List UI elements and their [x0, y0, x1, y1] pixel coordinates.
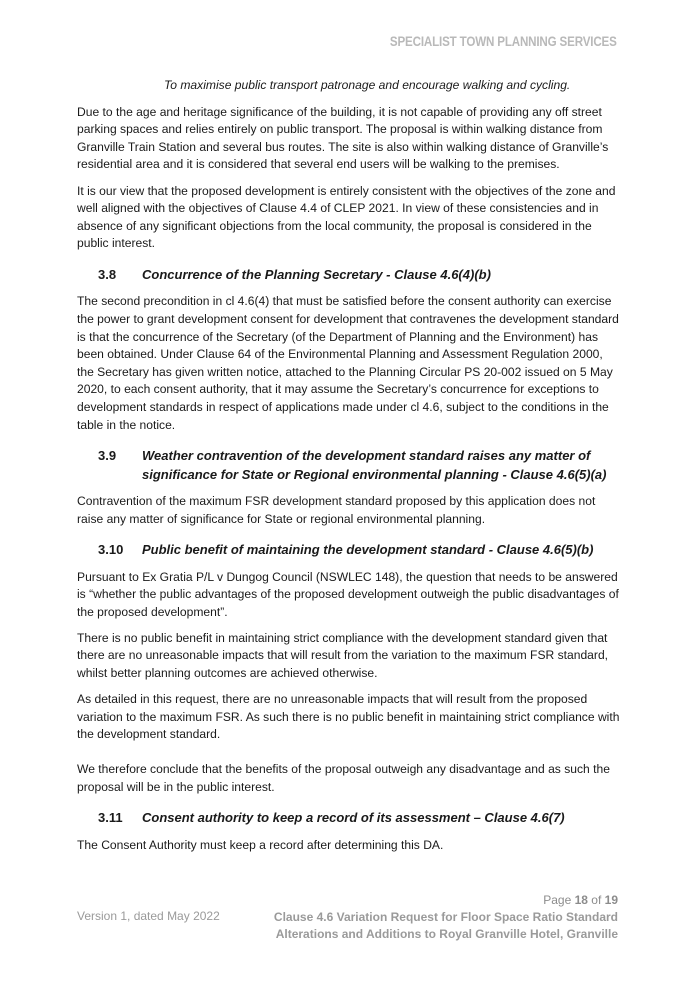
- document-body: [77, 77, 620, 863]
- section-title: Concurrence of the Planning Secretary - Clause 4.6(4)(b): [142, 266, 491, 282]
- paragraph-concurrence: The second precondition in cl 4.6(4) that must be satisfied before the consent authority can exercise the power to grant development consent for development that contravenes the development standard is that the concurrence of the Secretary (of the Department of Planning and the Environment) has been obtained. Under Clause 64 of the Environmental Planning and Assessment Regulation 2000, the Secretary has given written notice, attached to the Planning Circular PS 20-002 issued on 5 May 2020, to each consent authority, that it may assume the Secretary’s concurrence for exceptions to development standards in respect of applications made under cl 4.6, subject to the conditions in the table in the notice.: [77, 294, 619, 432]
- footer-title-line-1: Clause 4.6 Variation Request for Floor Space Ratio Standard: [273, 910, 618, 924]
- section-heading-3-8: [77, 266, 620, 284]
- paragraph-record: The Consent Authority must keep a record after determining this DA.: [77, 837, 444, 852]
- paragraph-ex-gratia: Pursuant to Ex Gratia P/L v Dungog Council (NSWLEC 148), the question that needs to be answered is “whether the public advantages of the proposed development outweigh the public disadvantages of the proposed development”.: [77, 569, 619, 619]
- page-number: [543, 893, 618, 907]
- section-heading-3-11: [77, 809, 620, 827]
- footer-title-line-2: Alterations and Additions to Royal Granville Hotel, Granville: [275, 926, 618, 941]
- header-company: SPECIALIST TOWN PLANNING SERVICES: [390, 34, 617, 49]
- section-number: 3.9: [98, 448, 117, 464]
- paragraph-no-unreasonable-impacts: As detailed in this request, there are no unreasonable impacts that will result from the proposed variation to the maximum FSR. As such there is no public benefit in maintaining strict compliance with the development standard.: [77, 692, 620, 742]
- paragraph-conclusion: We therefore conclude that the benefits of the proposal outweigh any disadvantage and as such the proposal will be in the public interest.: [77, 762, 610, 794]
- objective-quote: To maximise public transport patronage and encourage walking and cycling.: [164, 78, 571, 92]
- section-title: Consent authority to keep a record of its assessment – Clause 4.6(7): [142, 810, 565, 826]
- paragraph-transport: Due to the age and heritage significance of the building, it is not capable of providing any off street parking spaces and relies entirely on public transport. The proposal is within walking distance from Granville Train Station and several bus routes. The site is also within walking distance of Granville’s residential area and it is considered that several end users will be walking to the premises.: [77, 104, 609, 172]
- footer-version: Version 1, dated May 2022: [77, 909, 220, 923]
- page-current: 18: [574, 893, 588, 907]
- section-title: Public benefit of maintaining the development standard - Clause 4.6(5)(b): [142, 542, 594, 558]
- paragraph-no-public-benefit: There is no public benefit in maintaining strict compliance with the development standard given that there are no unreasonable impacts that will result from the variation to the maximum FSR standard, whilst better planning outcomes are achieved otherwise.: [77, 630, 609, 681]
- page-total: 19: [604, 893, 618, 907]
- section-number: 3.10: [98, 542, 124, 558]
- paragraph-state-significance: Contravention of the maximum FSR development standard proposed by this application does not raise any matter of significance for State or regional environmental planning.: [77, 493, 596, 526]
- section-number: 3.8: [98, 266, 117, 282]
- page-prefix: Page: [543, 893, 575, 907]
- footer-document-title: [274, 909, 618, 942]
- section-heading-3-9: [77, 447, 620, 484]
- page-separator: of: [587, 893, 605, 907]
- section-number: 3.11: [98, 810, 123, 826]
- section-heading-3-10: [77, 541, 620, 559]
- paragraph-consistency: It is our view that the proposed development is entirely consistent with the objectives of the zone and well aligned with the objectives of Clause 4.4 of CLEP 2021. In view of these consistencies and in absence of any significant objections from the local community, the proposal is considered in the public interest.: [77, 183, 616, 251]
- section-title: Weather contravention of the development standard raises any matter of significance for State or Regional environmental planning - Clause 4.6(5)(a): [142, 448, 607, 482]
